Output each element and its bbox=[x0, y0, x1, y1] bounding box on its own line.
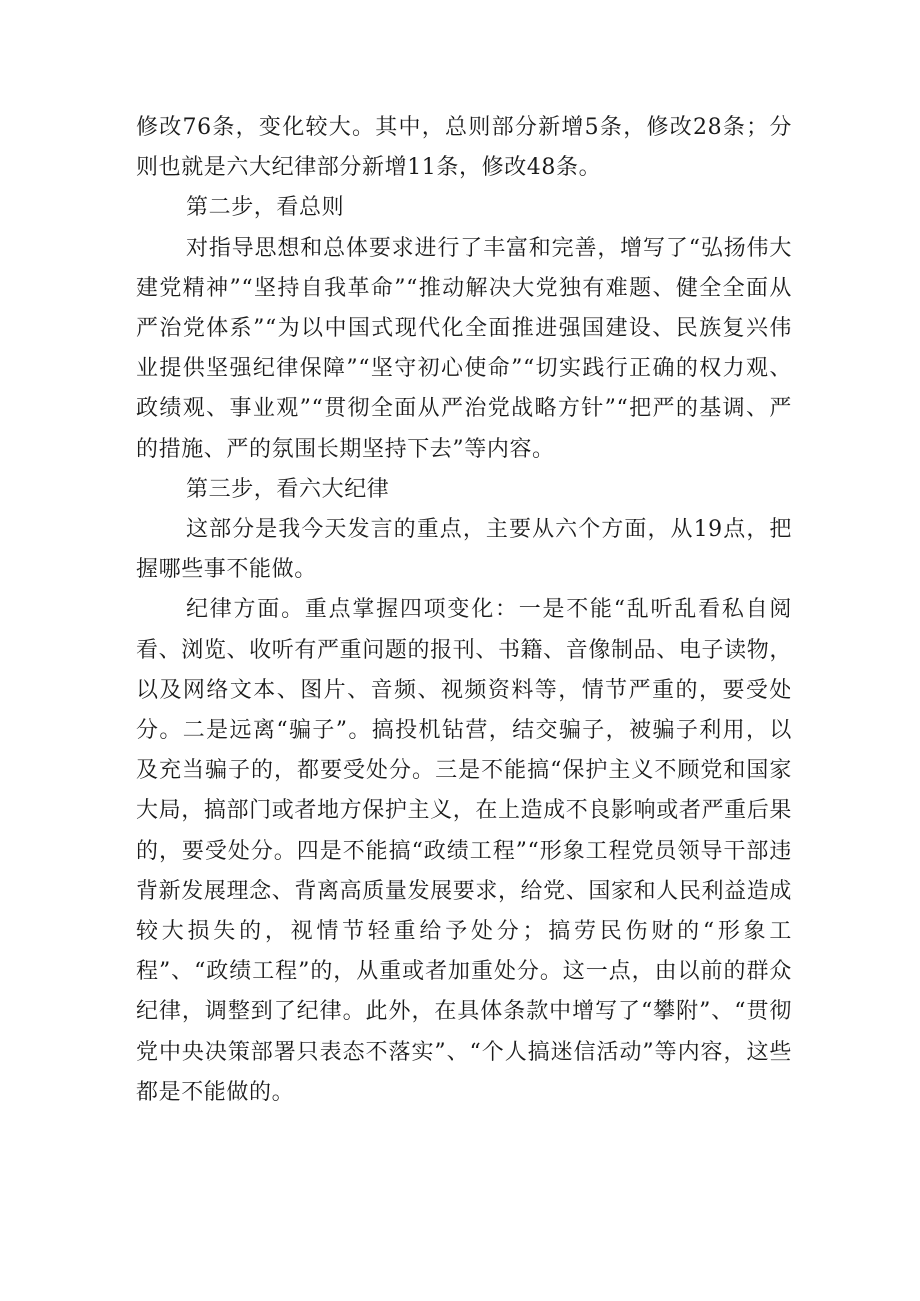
section-heading-step-two: 第二步，看总则 bbox=[186, 195, 345, 221]
section-heading-step-three: 第三步，看六大纪律 bbox=[186, 476, 390, 502]
paragraph-continuation: 修改76条，变化较大。其中，总则部分新增5条，修改28条；分则也就是六大纪律部分新增11条，修改48条。 bbox=[136, 115, 792, 181]
document-body bbox=[136, 108, 792, 1113]
paragraph-general-principles: 对指导思想和总体要求进行了丰富和完善，增写了“弘扬伟大建党精神”“坚持自我革命”“推动解决大党独有难题、健全全面从严治党体系”“为以中国式现代化全面推进强国建设、民族复兴伟业提供坚强纪律保障”“坚守初心使命”“切实践行正确的权力观、政绩观、事业观”“贯彻全面从严治党战略方针”“把严的基调、严的措施、严的氛围长期坚持下去”等内容。 bbox=[136, 235, 792, 462]
paragraph-intro-six-disciplines: 这部分是我今天发言的重点，主要从六个方面，从19点，把握哪些事不能做。 bbox=[136, 517, 792, 583]
paragraph-discipline-changes: 纪律方面。重点掌握四项变化：一是不能“乱听乱看私自阅看、浏览、收听有严重问题的报刊、书籍、音像制品、电子读物，以及网络文本、图片、音频、视频资料等，情节严重的，要受处分。二是远离“骗子”。搞投机钻营，结交骗子，被骗子利用，以及充当骗子的，都要受处分。三是不能搞“保护主义不顾党和国家大局，搞部门或者地方保护主义，在上造成不良影响或者严重后果的，要受处分。四是不能搞“政绩工程”“形象工程党员领导干部违背新发展理念、背离高质量发展要求，给党、国家和人民利益造成较大损失的，视情节轻重给予处分；搞劳民伤财的“形象工程”、“政绩工程”的，从重或者加重处分。这一点，由以前的群众纪律，调整到了纪律。此外，在具体条款中增写了“攀附”、“贯彻党中央决策部署只表态不落实”、“个人搞迷信活动”等内容，这些都是不能做的。 bbox=[136, 597, 792, 1105]
